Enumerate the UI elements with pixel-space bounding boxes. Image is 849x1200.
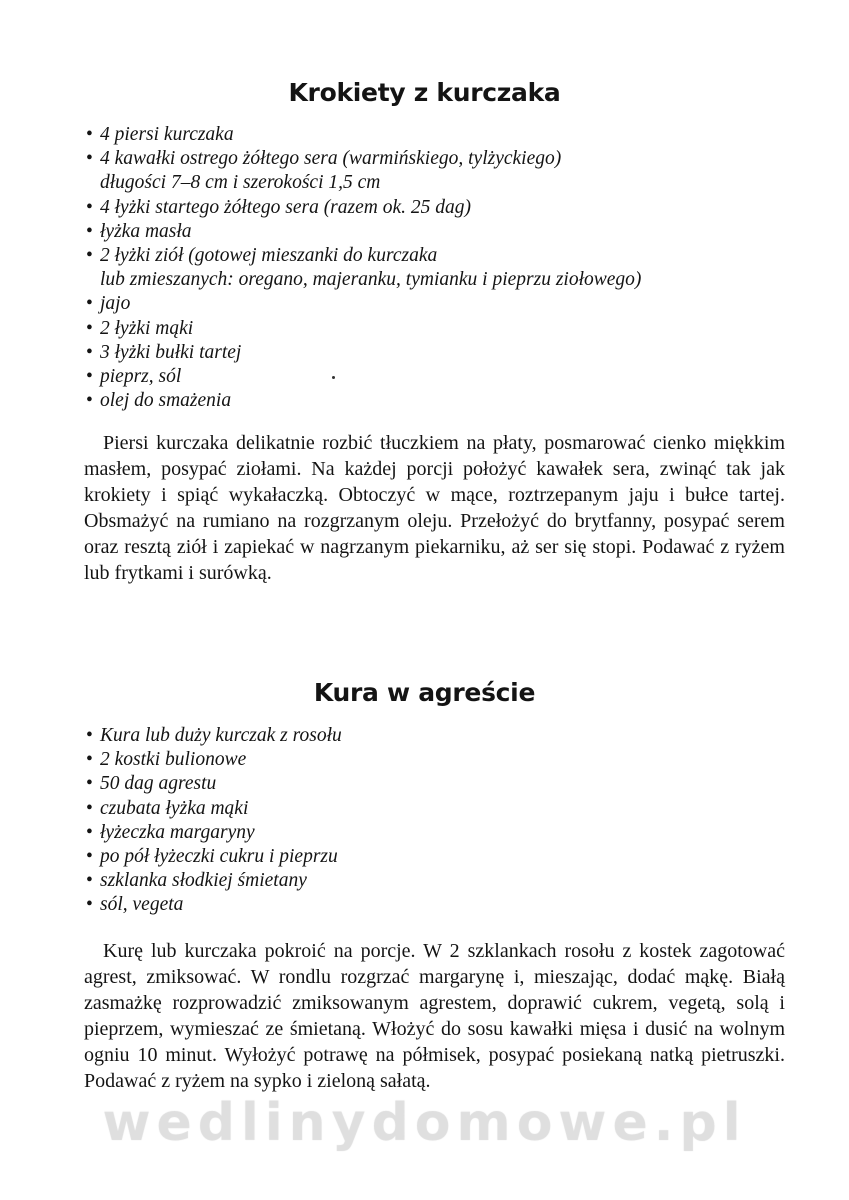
- ingredient-item: [86, 147, 641, 195]
- bullet-icon: •: [86, 773, 93, 795]
- bullet-icon: •: [86, 124, 93, 145]
- ingredient-text: długości 7–8 cm i szerokości 1,5 cm: [100, 172, 381, 194]
- ingredient-item: [86, 317, 641, 341]
- bullet-icon: •: [86, 317, 93, 339]
- instructions-krokiety: Piersi kurczaka delikatnie rozbić tłuczkiem na płaty, posmarować cienko miękkim masłem, posypać ziołami. Na każdej porcji położyć kawałek sera, zwinąć tak jak krokiety i spiąć wykałaczką. Obtoczyć w mące, roztrzepanym jaju i bułce tartej. Obsmażyć na rumiano na rozgrzanym oleju. Przełożyć do brytfanny, posypać serem oraz resztą ziół i zapiekać w nagrzanym piekarniku, aż ser się stopi. Podawać z ryżem lub frytkami i surówką.: [84, 432, 785, 584]
- ingredient-item: [86, 869, 342, 893]
- bullet-icon: •: [86, 341, 93, 363]
- ingredient-text: pieprz, sól: [100, 366, 182, 388]
- ingredient-text: 4 kawałki ostrego żółtego sera (warmińskiego, tylżyckiego): [100, 148, 562, 170]
- ingredient-item: [86, 748, 342, 772]
- ingredient-item: [86, 123, 641, 147]
- bullet-icon: •: [86, 293, 93, 315]
- ingredient-text: po pół łyżeczki cukru i pieprzu: [100, 846, 338, 868]
- bullet-icon: •: [86, 366, 93, 388]
- stray-dot: [332, 376, 335, 379]
- ingredient-item: [86, 196, 641, 220]
- ingredient-list-krokiety: [86, 123, 641, 413]
- ingredient-item: [86, 724, 342, 748]
- ingredient-item: [86, 845, 342, 869]
- ingredient-text: olej do smażenia: [100, 390, 232, 412]
- ingredient-text: jajo: [100, 293, 131, 315]
- ingredient-text: czubata łyżka mąki: [100, 797, 249, 819]
- ingredient-item: [86, 389, 641, 413]
- bullet-icon: •: [86, 749, 93, 771]
- bullet-icon: •: [86, 148, 93, 170]
- bullet-icon: •: [86, 870, 93, 892]
- ingredient-text: 4 łyżki startego żółtego sera (razem ok. 25 dag): [100, 196, 471, 218]
- watermark: wedlinydomowe.pl: [102, 1093, 747, 1153]
- bullet-icon: •: [86, 821, 93, 843]
- ingredient-list-kura: [86, 724, 342, 918]
- ingredient-item: [86, 292, 641, 316]
- ingredient-text: szklanka słodkiej śmietany: [100, 870, 307, 892]
- ingredient-item: [86, 821, 342, 845]
- ingredient-text: 3 łyżki bułki tartej: [100, 341, 242, 363]
- ingredient-item: [86, 244, 641, 292]
- ingredient-text: 2 łyżki ziół (gotowej mieszanki do kurczaka: [100, 245, 438, 267]
- bullet-icon: •: [86, 894, 93, 916]
- ingredient-text: łyżka masła: [100, 220, 192, 242]
- ingredient-item: [86, 893, 342, 917]
- ingredient-text: 4 piersi kurczaka: [100, 124, 234, 145]
- ingredient-item: [86, 220, 641, 244]
- recipe-title-kura: Kura w agreście: [313, 678, 536, 707]
- ingredient-item: [86, 341, 641, 365]
- ingredient-text: łyżeczka margaryny: [100, 821, 255, 843]
- bullet-icon: •: [86, 797, 93, 819]
- instructions-kura: Kurę lub kurczaka pokroić na porcje. W 2 szklankach rosołu z kostek zagotować agrest, zmiksować. W rondlu rozgrzać margarynę i, mieszając, dodać mąkę. Białą zasmażkę rozprowadzić zmiksowanym agrestem, doprawić cukrem, vegetą, solą i pieprzem, wymieszać ze śmietaną. Włożyć do sosu kawałki mięsa i dusić na wolnym ogniu 10 minut. Wyłożyć potrawę na półmisek, posypać posiekaną natką pietruszki. Podawać z ryżem na sypko i zieloną sałatą.: [84, 940, 785, 1092]
- ingredient-item: [86, 772, 342, 796]
- recipe-title-krokiety: Krokiety z kurczaka: [288, 78, 561, 107]
- bullet-icon: •: [86, 846, 93, 868]
- bullet-icon: •: [86, 390, 93, 412]
- ingredient-item: [86, 797, 342, 821]
- ingredient-text: sól, vegeta: [100, 894, 184, 916]
- ingredient-text: 2 kostki bulionowe: [100, 749, 247, 771]
- ingredient-item: [86, 365, 641, 389]
- ingredient-text: Kura lub duży kurczak z rosołu: [100, 725, 342, 746]
- bullet-icon: •: [86, 196, 93, 218]
- ingredient-text: 2 łyżki mąki: [100, 317, 194, 339]
- ingredient-text: lub zmieszanych: oregano, majeranku, tymianku i pieprzu ziołowego): [100, 269, 642, 291]
- ingredient-text: 50 dag agrestu: [100, 773, 217, 795]
- bullet-icon: •: [86, 725, 93, 746]
- bullet-icon: •: [86, 220, 93, 242]
- bullet-icon: •: [86, 245, 93, 267]
